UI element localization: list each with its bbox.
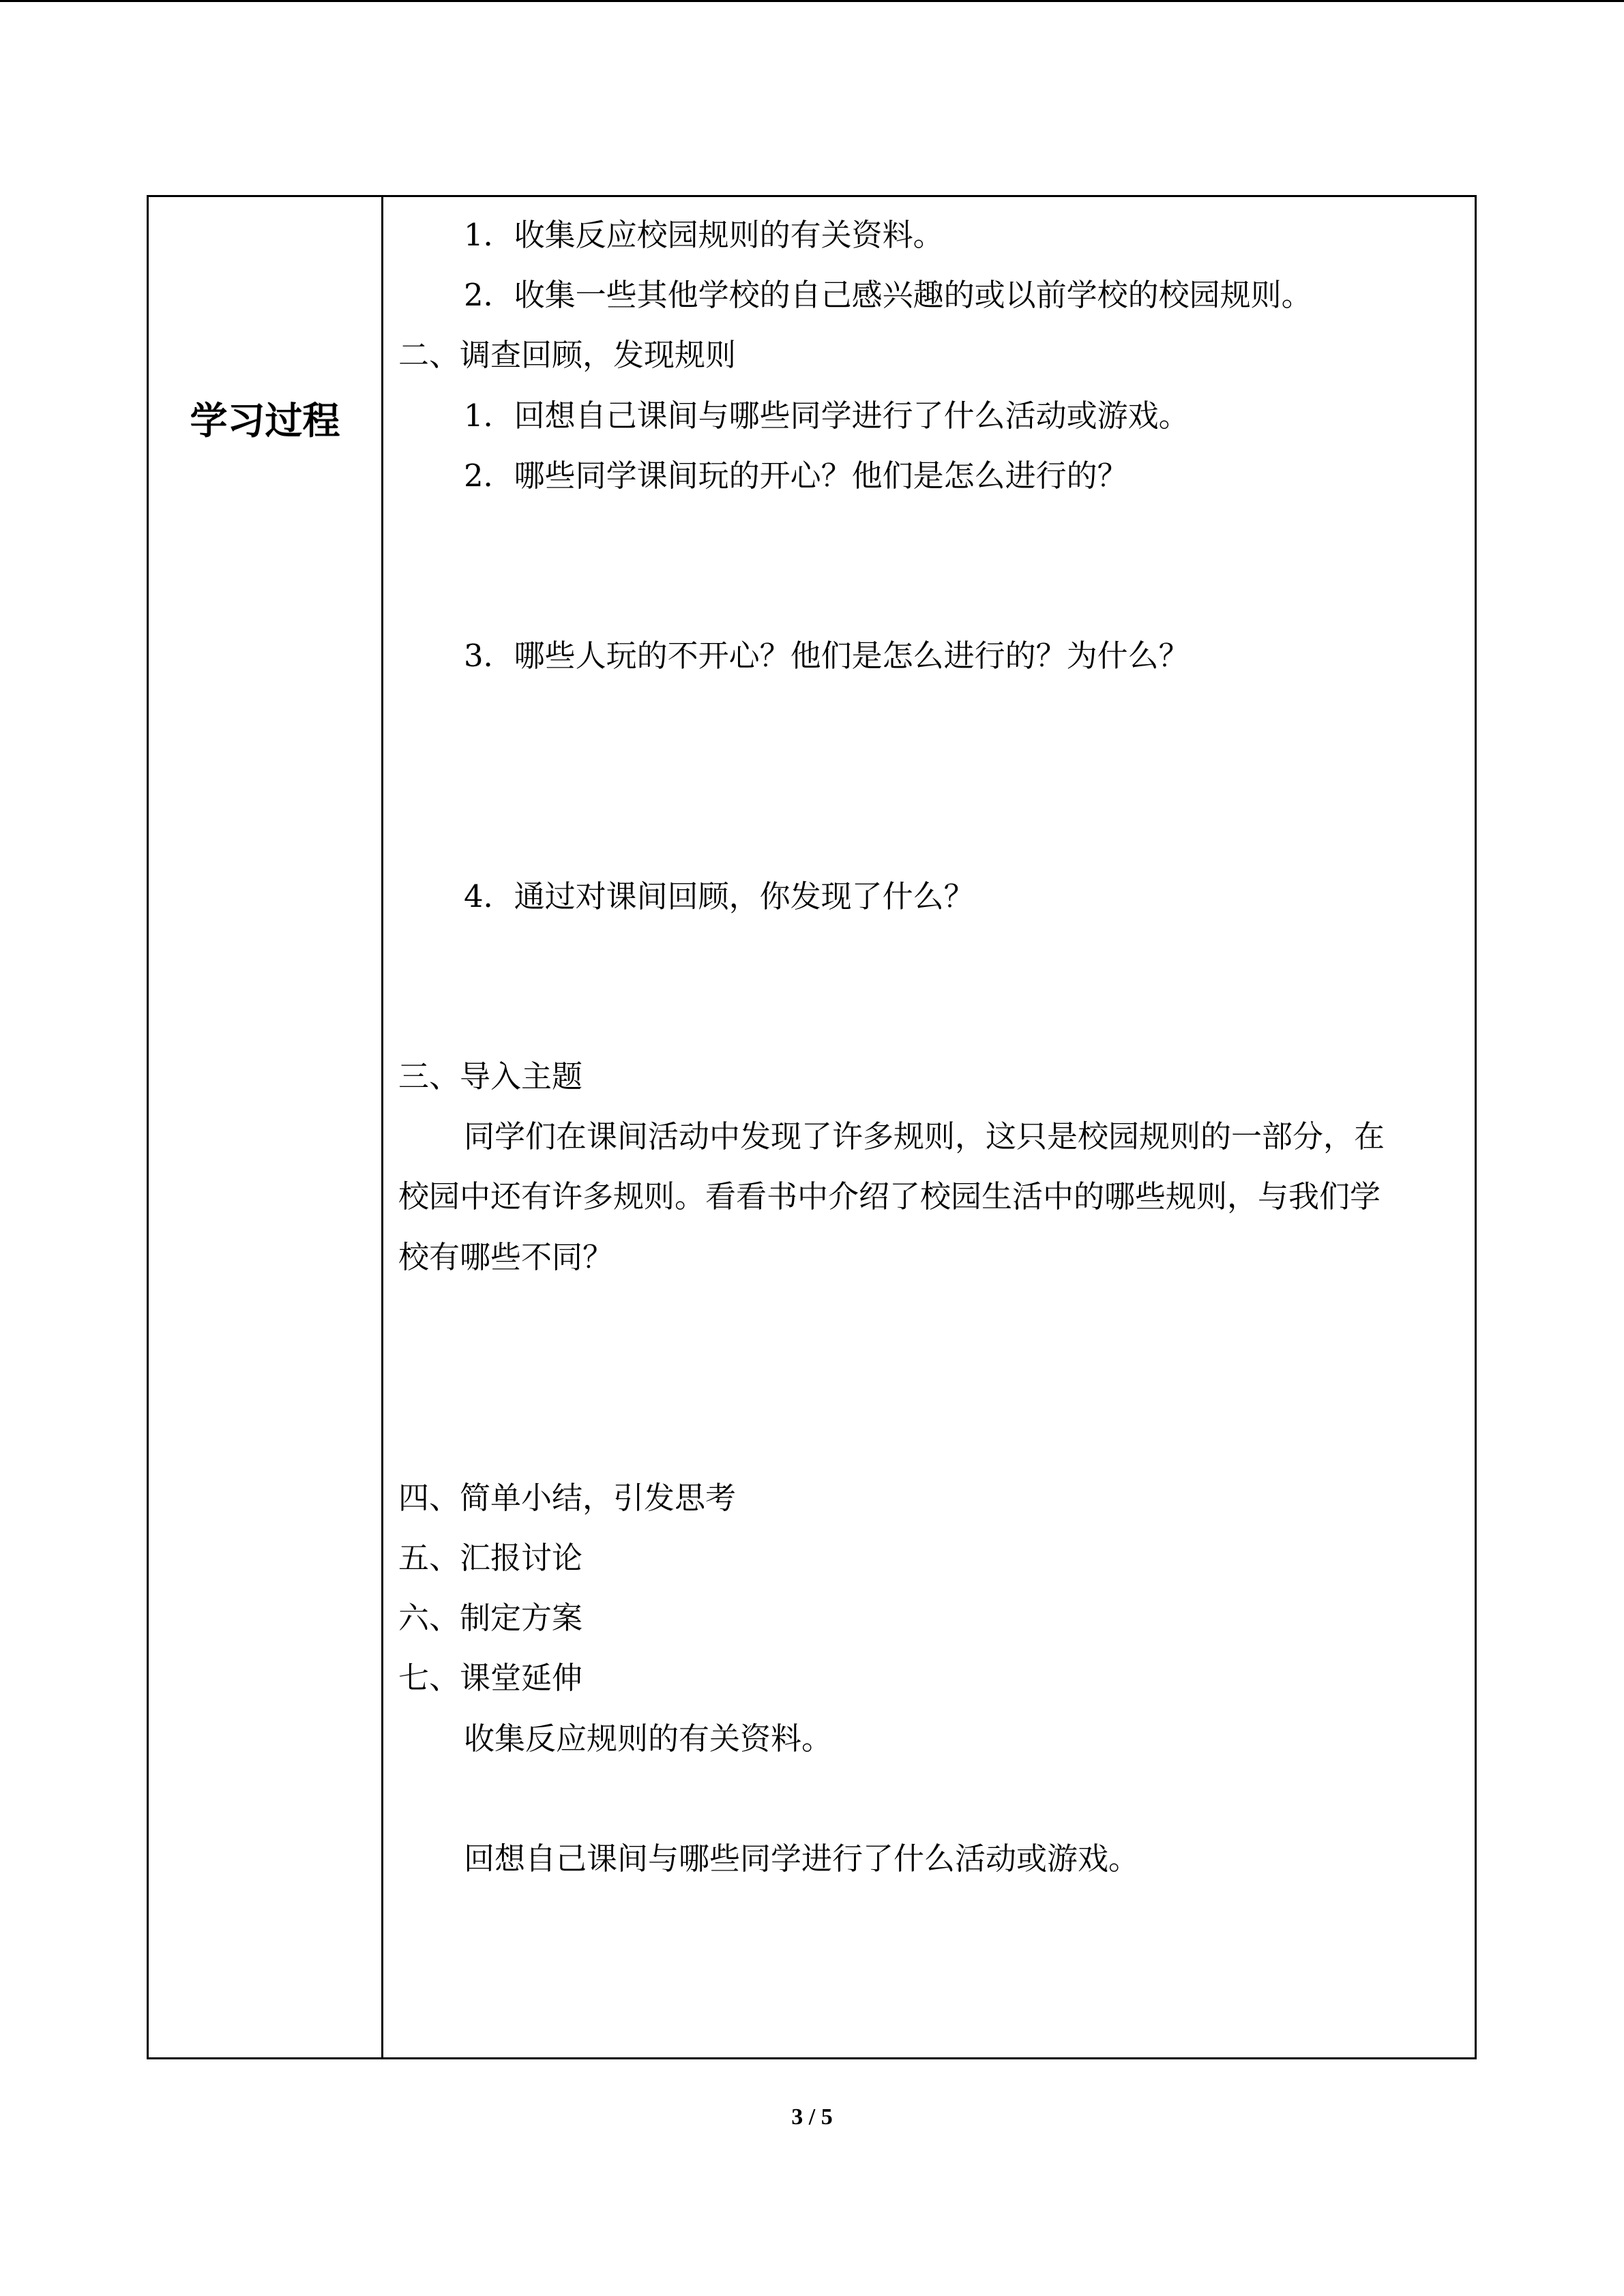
content-line: 1．回想自己课间与哪些同学进行了什么活动或游戏。	[464, 398, 1190, 434]
page-number: 3 / 5	[791, 2104, 833, 2130]
section-heading: 五、汇报讨论	[398, 1540, 583, 1576]
section-heading: 三、导入主题	[398, 1058, 583, 1094]
top-border-line	[0, 0, 1624, 2]
content-line: 2．哪些同学课间玩的开心？他们是怎么进行的？	[464, 458, 1128, 494]
paragraph-line: 同学们在课间活动中发现了许多规则，这只是校园规则的一部分，在	[464, 1118, 1385, 1154]
content-line: 收集反应规则的有关资料。	[464, 1720, 833, 1757]
content-line: 2．收集一些其他学校的自己感兴趣的或以前学校的校园规则。	[464, 277, 1312, 313]
paragraph-line: 校园中还有许多规则。看看书中介绍了校园生活中的哪些规则，与我们学	[398, 1178, 1381, 1214]
content-line: 4．通过对课间回顾，你发现了什么？	[464, 878, 975, 914]
section-label: 学习过程	[190, 399, 340, 443]
content-line: 3．哪些人玩的不开心？他们是怎么进行的？为什么？	[464, 638, 1190, 674]
section-heading: 四、简单小结，引发思考	[398, 1480, 737, 1516]
content-line: 回想自己课间与哪些同学进行了什么活动或游戏。	[464, 1840, 1140, 1877]
content-line: 1．收集反应校园规则的有关资料。	[464, 217, 944, 253]
paragraph-line: 校有哪些不同？	[398, 1239, 614, 1275]
section-label-cell	[149, 197, 383, 2057]
section-heading: 二、调查回顾，发现规则	[398, 337, 737, 373]
section-heading: 七、课堂延伸	[398, 1660, 583, 1696]
section-heading: 六、制定方案	[398, 1600, 583, 1636]
